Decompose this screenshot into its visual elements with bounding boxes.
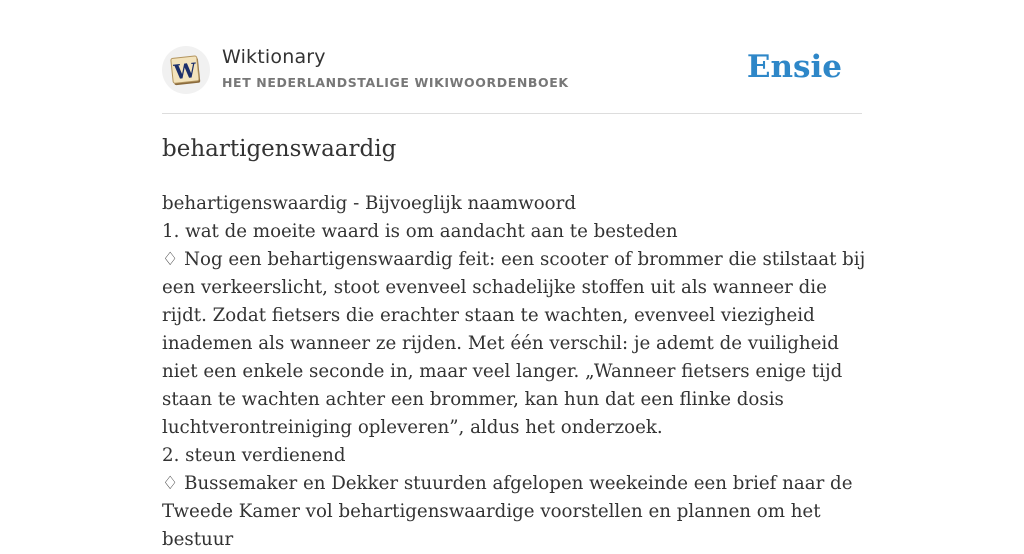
- definition-body: [162, 190, 866, 554]
- example-1: ♢ Nog een behartigenswaardig feit: een scooter of brommer die stilstaat bij een verkeerslicht, stoot evenveel schadelijke stoffen uit als wanneer die rijdt. Zodat fietsers die erachter staan te wachten, evenveel viezigheid inademen als wanneer ze rijden. Met één verschil: je ademt de vuiligheid niet een enkele seconde in, maar veel langer. „Wanneer fietsers enige tijd staan te wachten achter een brommer, kan hun dat een flinke dosis luchtverontreiniging opleveren”, aldus het onderzoek.: [162, 249, 866, 438]
- site-name[interactable]: Wiktionary: [222, 46, 326, 68]
- page-title: behartigenswaardig: [162, 136, 397, 162]
- header-divider: [162, 113, 862, 114]
- wiktionary-logo[interactable]: [162, 46, 210, 94]
- site-header: [162, 44, 862, 114]
- word-class-line: behartigenswaardig - Bijvoeglijk naamwoord: [162, 193, 576, 214]
- ensie-logo-link[interactable]: Ensie: [746, 49, 842, 85]
- definition-2: 2. steun verdienend: [162, 445, 346, 466]
- logo-letter: W: [172, 57, 198, 85]
- example-2: ♢ Bussemaker en Dekker stuurden afgelopen weekeinde een brief naar de Tweede Kamer vol behartigenswaardige voorstellen en plannen om het bestuur: [162, 473, 853, 550]
- definition-1: 1. wat de moeite waard is om aandacht aan te besteden: [162, 221, 678, 242]
- wiktionary-tile-icon: [166, 50, 206, 90]
- site-tagline: HET NEDERLANDSTALIGE WIKIWOORDENBOEK: [222, 75, 569, 90]
